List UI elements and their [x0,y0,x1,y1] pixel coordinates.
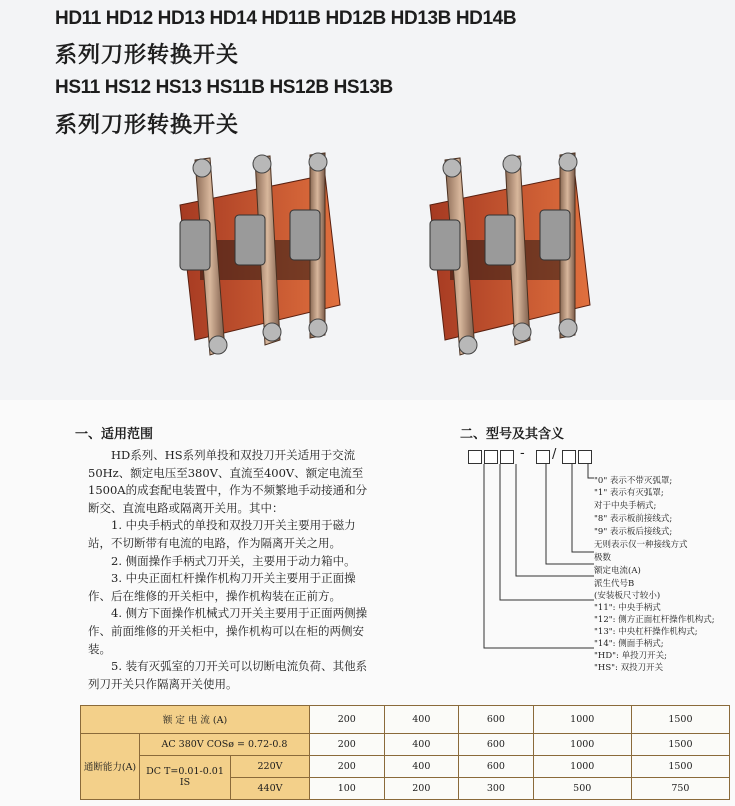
table-cell: 1000 [533,706,631,734]
dc-condition-label: DC T=0.01-0.01 IS [140,755,231,799]
table-cell: 200 [310,755,385,777]
scope-item-1: 1. 中央手柄式的单投和双投刀开关主要用于磁力站，不切断带有电流的电路，作为隔离开关之用。 [88,518,356,550]
knife-switch-photo-left [140,150,350,380]
table-cell: 400 [384,706,459,734]
legend-5: 无则表示仅一种接线方式 [594,540,688,550]
scope-item-5: 5. 装有灭弧室的刀开关可以切断电流负荷、其他系列刀开关只作隔离开关使用。 [88,659,368,691]
legend-12: "13": 中央杠杆操作机构式; [594,627,698,637]
table-cell: 1000 [533,755,631,777]
legend-3: "8" 表示板前接线式; [594,514,673,524]
table-cell: 1500 [631,706,729,734]
model-title-hd: HD11 HD12 HD13 HD14 HD11B HD12B HD13B HD14B [55,8,517,29]
table-cell: 1500 [631,733,729,755]
table-cell: 200 [384,777,459,799]
series-title-hs: 系列刀形转换开关 [55,113,240,138]
legend-6: 极数 [594,553,612,563]
section-heading-model: 二、型号及其含义 [460,427,565,442]
knife-switch-photo-right [390,150,600,380]
scope-text [88,447,378,693]
legend-7: 额定电流(A) [594,566,641,576]
scope-item-4: 4. 侧方下面操作机械式刀开关主要用于正面两侧操作、前面维修的开关柜中，操作机构可以在柜的两侧安装。 [88,606,368,656]
legend-4: "9" 表示板后接线式; [594,527,673,537]
table-cell: 400 [384,755,459,777]
table-cell: 200 [310,706,385,734]
dc-220v-label: 220V [231,755,310,777]
table-cell: 1000 [533,733,631,755]
scope-intro: HD系列、HS系列单投和双投刀开关适用于交流50Hz、额定电压至380V、直流至400V、额定电流至1500A的成套配电装置中，作为不频繁地手动接通和分断交、直流电路或隔离开关用。其中： [88,448,368,515]
table-cell: 300 [459,777,534,799]
table-cell: 400 [384,733,459,755]
table-cell: 200 [310,733,385,755]
spec-table [80,705,730,800]
table-cell: 600 [459,706,534,734]
dc-440v-label: 440V [231,777,310,799]
table-cell: 600 [459,733,534,755]
table-cell: 1500 [631,755,729,777]
table-cell: 500 [533,777,631,799]
scope-item-3: 3. 中央正面杠杆操作机构刀开关主要用于正面操作、后在维修的开关柜中，操作机构装在正前方。 [88,571,356,603]
model-title-hs: HS11 HS12 HS13 HS11B HS12B HS13B [55,77,393,98]
legend-8: 派生代号B [594,579,635,589]
model-leader-lines [460,462,600,672]
legend-11: "12": 侧方正面杠杆操作机构式; [594,615,715,625]
legend-2: 对于中央手柄式; [594,501,657,511]
legend-14: "HD": 单投刀开关; [594,651,667,661]
table-cell: 600 [459,755,534,777]
breaking-capacity-label: 通断能力(A) [81,733,140,799]
legend-1: "1" 表示有灭弧罩; [594,488,664,498]
table-cell: 100 [310,777,385,799]
legend-13: "14": 侧面手柄式; [594,639,664,649]
table-cell: 750 [631,777,729,799]
section-heading-scope: 一、适用范围 [75,427,154,442]
legend-0: "0" 表示不带灭弧罩; [594,476,673,486]
legend-9: (安装板尺寸较小) [594,591,661,601]
legend-15: "HS": 双投刀开关 [594,663,664,673]
legend-10: "11": 中央手柄式 [594,603,661,613]
rated-current-label: 额 定 电 流 (A) [81,706,310,734]
ac-condition-label: AC 380V COSø = 0.72-0.8 [140,733,310,755]
series-title-hd: 系列刀形转换开关 [55,43,240,68]
scope-item-2: 2. 侧面操作手柄式刀开关，主要用于动力箱中。 [111,553,356,568]
